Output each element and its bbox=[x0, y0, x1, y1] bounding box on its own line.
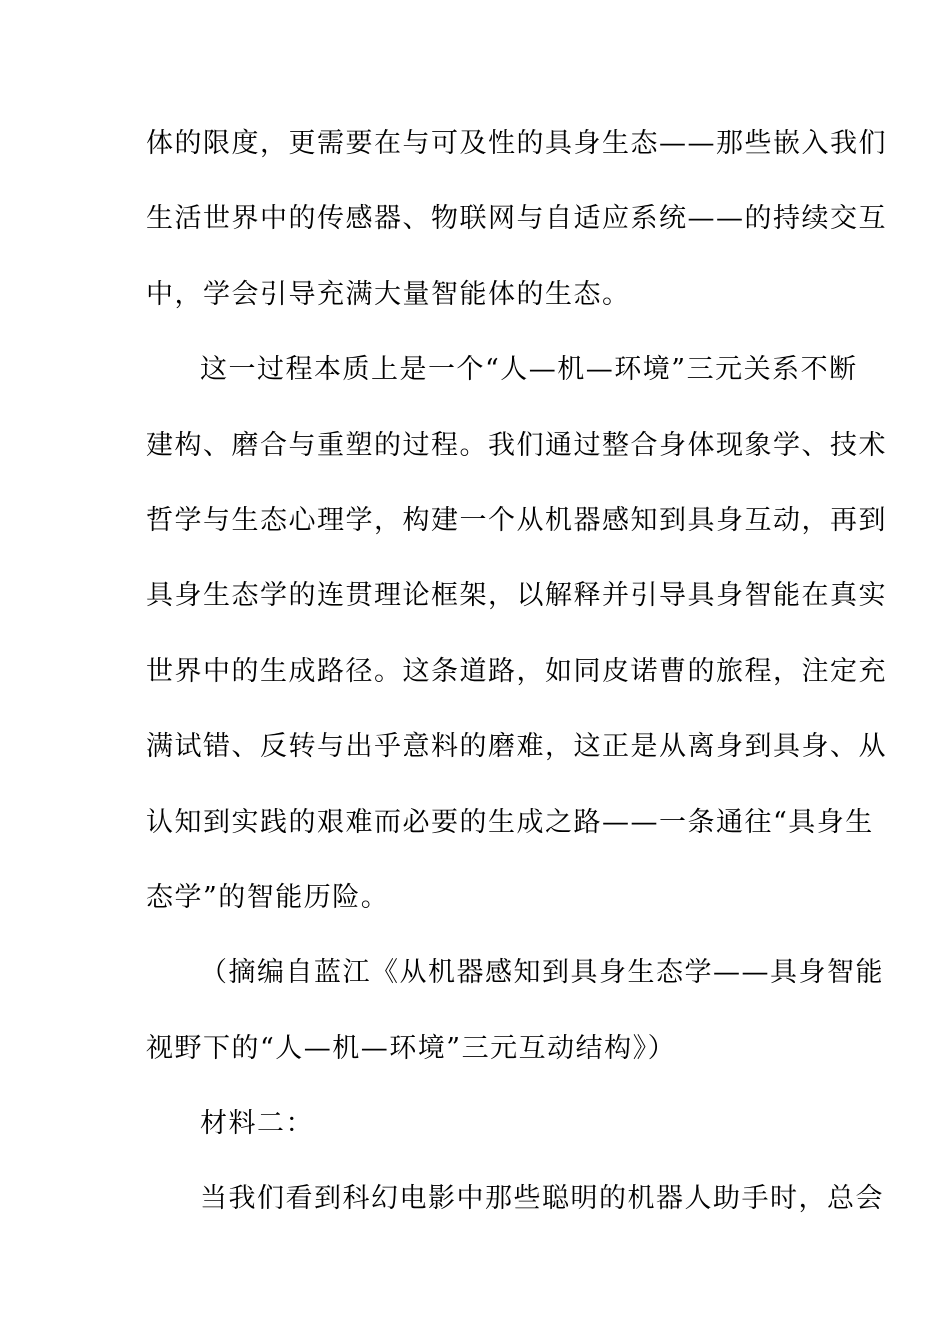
text-line-4: 这一过程本质上是一个“人—机—环境”三元关系不断 bbox=[200, 354, 858, 386]
document-body bbox=[146, 117, 887, 1248]
text-line-7: 具身生态学的连贯理论框架，以解释并引导具身智能在真实 bbox=[146, 580, 887, 612]
text-line-6: 哲学与生态心理学，构建一个从机器感知到具身互动，再到 bbox=[146, 504, 887, 536]
text-line-3: 中，学会引导充满大量智能体的生态。 bbox=[146, 278, 631, 310]
text-line-15: 当我们看到科幻电影中那些聪明的机器人助手时，总会 bbox=[200, 1183, 884, 1215]
text-line-8: 世界中的生成路径。这条道路，如同皮诺曹的旅程，注定充 bbox=[146, 655, 887, 687]
text-line-2: 生活世界中的传感器、物联网与自适应系统——的持续交互 bbox=[146, 203, 887, 235]
text-line-1: 体的限度，更需要在与可及性的具身生态——那些嵌入我们 bbox=[146, 128, 887, 159]
text-line-11: 态学”的智能历险。 bbox=[146, 881, 390, 913]
text-line-5: 建构、磨合与重塑的过程。我们通过整合身体现象学、技术 bbox=[146, 429, 887, 461]
section-heading: 材料二： bbox=[200, 1108, 314, 1140]
citation-line-2: 视野下的“人—机—环境”三元互动结构》） bbox=[146, 1032, 677, 1064]
text-line-10: 认知到实践的艰难而必要的生成之路——一条通往“具身生 bbox=[146, 806, 874, 838]
citation-line-1: （摘编自蓝江《从机器感知到具身生态学——具身智能 bbox=[200, 957, 884, 989]
text-line-9: 满试错、反转与出乎意料的磨难，这正是从离身到具身、从 bbox=[146, 731, 887, 763]
